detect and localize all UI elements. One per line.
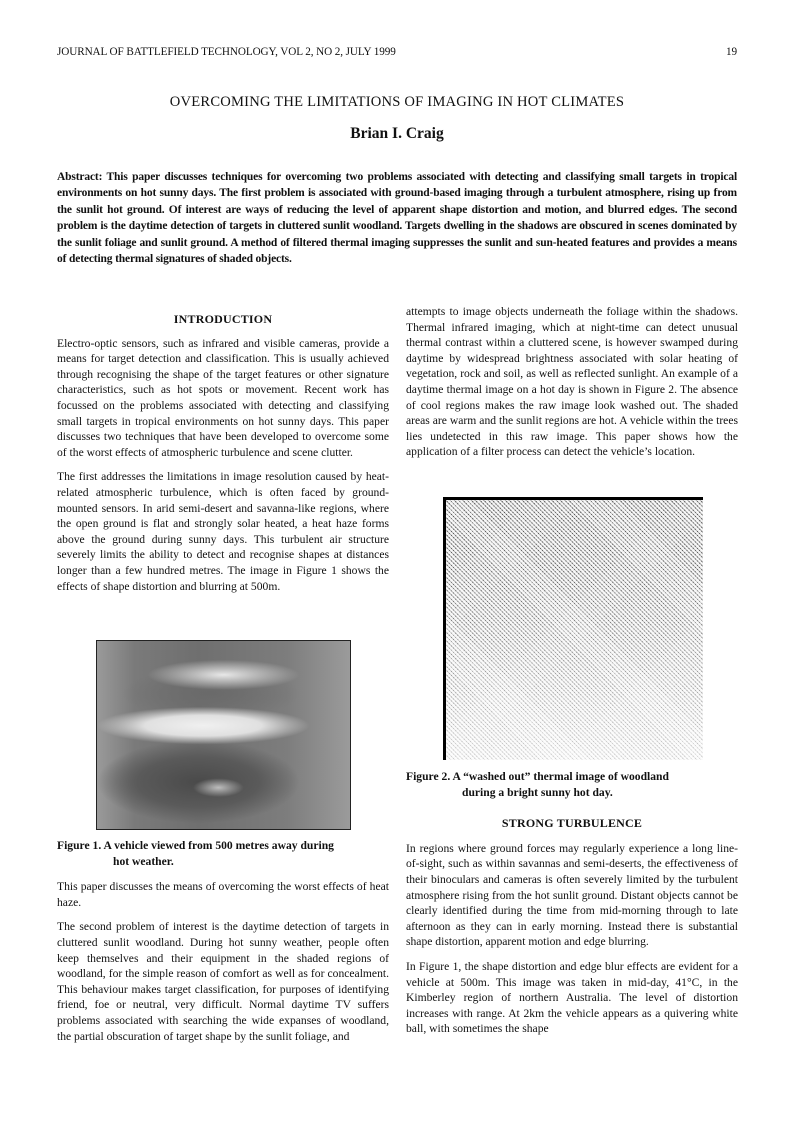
running-header — [57, 46, 737, 58]
figure-1-image — [96, 640, 351, 830]
paragraph: Electro-optic sensors, such as infrared and visible cameras, provide a means for target detection and classification. This is usually achieved through recognising the shape of the target features or other signature characteristics, such as hot spots or movement. Recent work has focussed on the problems associated with detecting and classifying small targets in tropical environments on hot sunny days. This paper discusses two techniques that have been developed to overcome some of the worst effects of atmospheric turbulence and scene clutter. — [57, 336, 389, 459]
paragraph: This paper discusses the means of overcoming the worst effects of heat haze. — [57, 880, 389, 909]
section-heading-strong-turbulence: STRONG TURBULENCE — [501, 816, 643, 831]
journal-name: JOURNAL OF BATTLEFIELD TECHNOLOGY, VOL 2, NO 2, JULY 1999 — [57, 46, 396, 58]
paper-title: OVERCOMING THE LIMITATIONS OF IMAGING IN HOT CLIMATES — [169, 94, 625, 110]
figure-1-caption — [57, 838, 389, 869]
figure-2-caption — [406, 769, 738, 800]
right-column-lower — [406, 769, 738, 1046]
caption-text: A vehicle viewed from 500 metres away during — [103, 839, 334, 852]
right-column — [406, 304, 738, 469]
paragraph: attempts to image objects underneath the foliage within the shadows. Thermal infrared imaging, which at night-time can detect unusual thermal contrast within a cluttered scene, is however swamped during daytime by widespread brightness associated with solar heating of vegetation, rock and soil, as well as reflected sunlight. An example of a daytime thermal image on a hot day is shown in Figure 2. The absence of cool regions makes the raw image look washed out. The shaded areas are warm and the sunlit regions are hot. A vehicle within the trees lies undetected in this raw image. This paper shows how the application of a filter process can detect the vehicle’s location. — [406, 305, 738, 459]
abstract: Abstract: This paper discusses techniques for overcoming two problems associated with detecting and classifying small targets in tropical environments on hot sunny days. The first problem is associated with ground-based imaging through a turbulent atmosphere, rising up from the sunlit hot ground. Of interest are ways of reducing the level of apparent shape distortion and motion, and blurred edges. The second problem is the daytime detection of targets in cluttered sunlit woodland. Targets dwelling in the shadows are obscured in scenes dominated by the sunlit foliage and sunlit ground. A method of filtered thermal imaging suppresses the sunlit and sun-heated features and provides a means of detecting thermal signatures of shaded objects. — [57, 171, 737, 266]
figure-label: Figure 1. — [57, 839, 102, 852]
caption-text: during a bright sunny hot day. — [462, 785, 613, 799]
section-heading-introduction: INTRODUCTION — [173, 312, 273, 326]
figure-label: Figure 2. — [406, 770, 451, 783]
left-column-lower — [57, 838, 389, 1053]
page-number: 19 — [726, 46, 737, 58]
caption-text: A “washed out” thermal image of woodland — [452, 770, 669, 783]
caption-text: hot weather. — [113, 854, 174, 868]
paragraph: The second problem of interest is the daytime detection of targets in cluttered sunlit woodland. During hot sunny weather, people often keep themselves and their equipment in the shaded regions of woodland, for the simple reason of comfort as well as for concealment. This behaviour makes target classification, for purposes of identifying friend, foe or neutral, very difficult. Normal daytime TV suffers problems associated with searching the wide expanses of woodland, the partial obscuration of target shape by the sunlit foliage, and — [57, 920, 389, 1043]
author: Brian I. Craig — [350, 125, 444, 142]
left-column — [57, 312, 389, 603]
figure-2-image — [443, 497, 703, 760]
paragraph: The first addresses the limitations in image resolution caused by heat-related atmospheric turbulence, which is often faced by ground-mounted sensors. In arid semi-desert and savanna-like regions, where the open ground is flat and strongly solar heated, a heat haze forms above the ground during sunny days. This turbulent air structure severely limits the ability to detect and recognise shapes at distances longer than a few hundred metres. The image in Figure 1 shows the effects of shape distortion and blurring at 500m. — [57, 470, 389, 593]
paragraph: In Figure 1, the shape distortion and edge blur effects are evident for a vehicle at 500m. This image was taken in mid-day, 41°C, in the Kimberley region of northern Australia. The level of distortion increases with range. At 2km the vehicle appears as a quivering white ball, with sometimes the shape — [406, 959, 738, 1036]
paragraph: In regions where ground forces may regularly experience a long line-of-sight, such as within savannas and semi-deserts, the effectiveness of their binoculars and cameras is often severely limited by the turbulent atmosphere rising from the hot sunlit ground. Distant objects cannot be clearly identified during the time from mid-morning through to late afternoon as they can in early morning. Instead there is substantial shape distortion, apparent motion and edge blurring. — [406, 841, 738, 949]
